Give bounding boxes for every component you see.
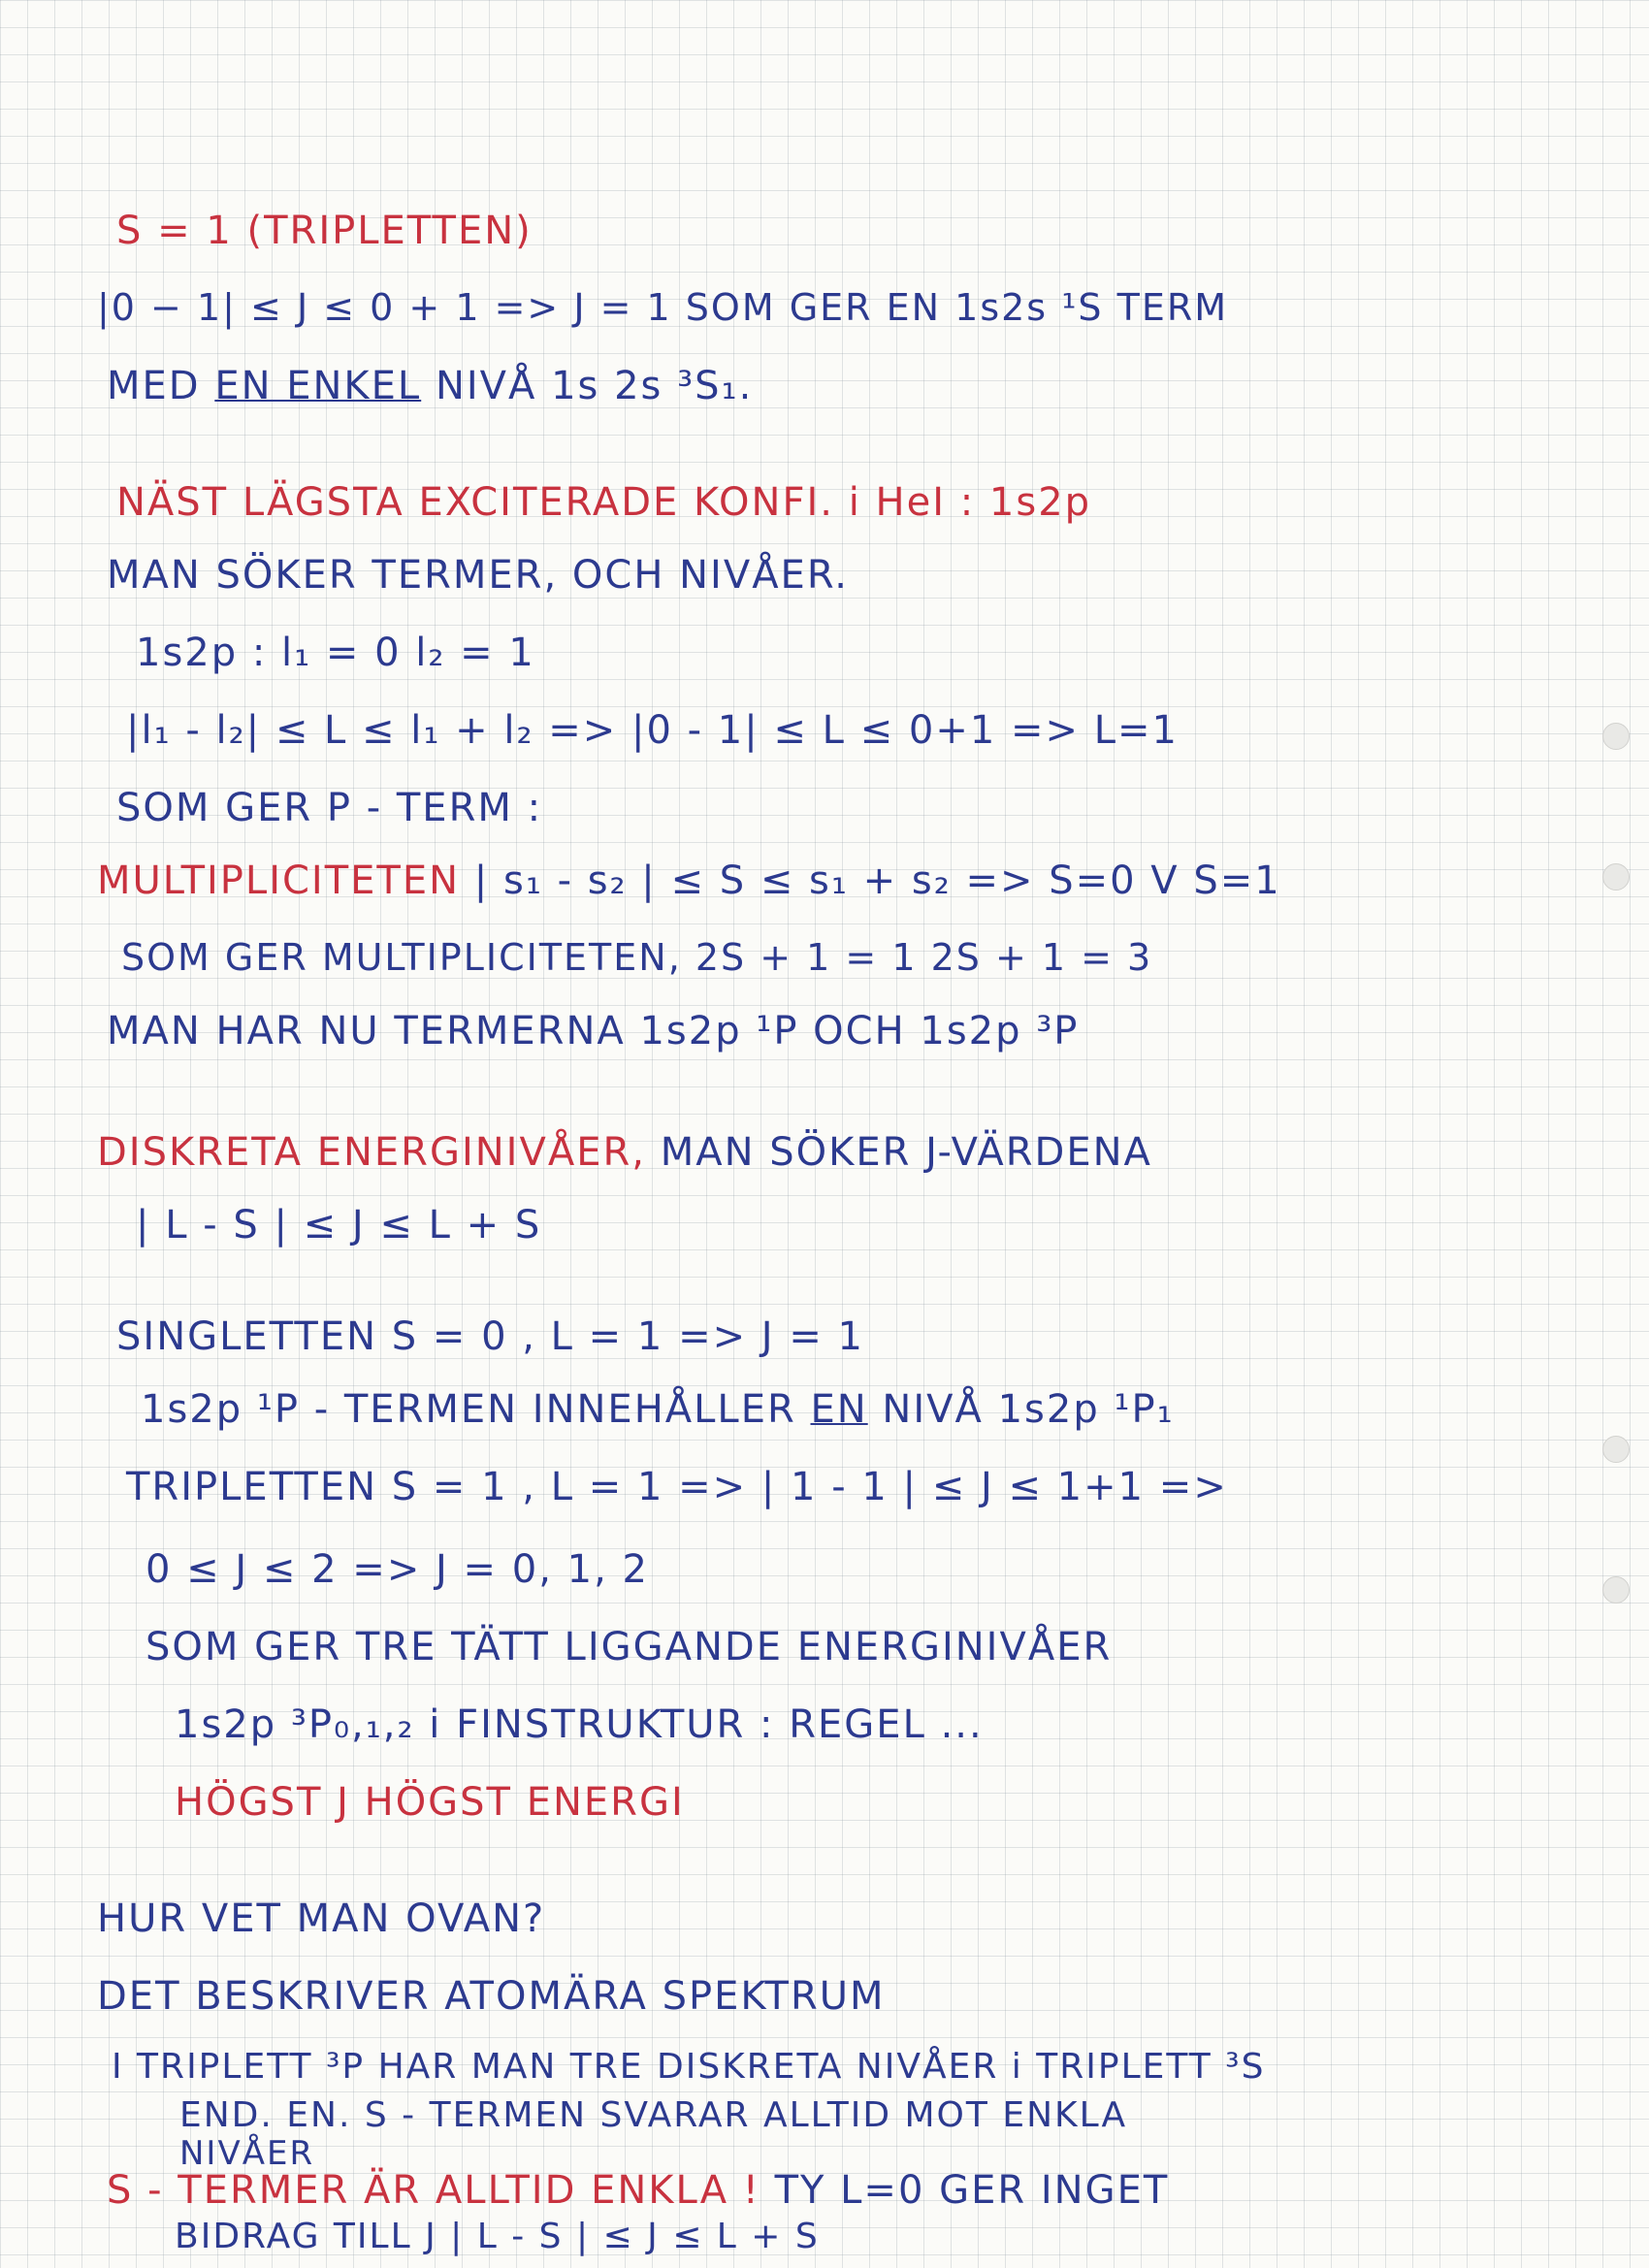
note-line: | L - S | ≤ J ≤ L + S: [136, 1203, 542, 1247]
note-line: NÄST LÄGSTA EXCITERADE KONFI. i HeI : 1s2p: [116, 480, 1092, 525]
note-line: SINGLETTEN S = 0 , L = 1 => J = 1: [116, 1314, 864, 1359]
note-text: MED: [107, 364, 201, 408]
punch-hole: [1602, 863, 1630, 891]
note-line: HUR VET MAN OVAN?: [97, 1896, 546, 1941]
note-line: END. EN. S - TERMEN SVARAR ALLTID MOT ENKLA: [179, 2095, 1128, 2135]
note-line: [141, 1387, 1175, 1432]
note-line: S = 1 (TRIPLETTEN): [116, 209, 533, 253]
note-line: [107, 364, 753, 408]
note-line: 1s2p ³P₀,₁,₂ i FINSTRUKTUR : REGEL ...: [175, 1702, 984, 1747]
punch-hole: [1602, 1436, 1630, 1463]
note-text: | s₁ - s₂ | ≤ S ≤ s₁ + s₂ => S=0 V S=1: [473, 859, 1281, 903]
note-line: |l₁ - l₂| ≤ L ≤ l₁ + l₂ => |0 - 1| ≤ L ≤ 0+1 => L=1: [126, 708, 1180, 753]
note-line: MAN HAR NU TERMERNA 1s2p ¹P OCH 1s2p ³P: [107, 1009, 1080, 1053]
note-text: NIVÅ 1s2p ¹P₁: [882, 1387, 1175, 1432]
note-line: |0 − 1| ≤ J ≤ 0 + 1 => J = 1 SOM GER EN 1s2s ¹S TERM: [97, 286, 1229, 329]
note-line: HÖGST J HÖGST ENERGI: [175, 1780, 685, 1825]
note-line: [97, 1130, 1152, 1175]
underlined-text: EN ENKEL: [214, 364, 422, 408]
note-text: DISKRETA ENERGINIVÅER,: [97, 1130, 646, 1175]
note-line: NIVÅER: [179, 2134, 315, 2173]
note-line: I TRIPLETT ³P HAR MAN TRE DISKRETA NIVÅER i TRIPLETT ³S: [112, 2047, 1266, 2087]
punch-hole: [1602, 1576, 1630, 1604]
note-line: SOM GER MULTIPLICITETEN, 2S + 1 = 1 2S + 1 = 3: [121, 936, 1153, 979]
note-line: MAN SÖKER TERMER, OCH NIVÅER.: [107, 553, 849, 598]
note-line: [107, 2168, 1169, 2213]
note-line: SOM GER TRE TÄTT LIGGANDE ENERGINIVÅER: [146, 1625, 1113, 1669]
underlined-text: EN: [810, 1387, 868, 1432]
note-line: 1s2p : l₁ = 0 l₂ = 1: [136, 631, 535, 675]
note-text: TY L=0 GER INGET: [774, 2168, 1170, 2213]
note-text: NIVÅ 1s 2s ³S₁.: [435, 364, 754, 408]
note-text: MAN SÖKER J-VÄRDENA: [660, 1130, 1152, 1175]
note-text: MULTIPLICITETEN: [97, 859, 461, 903]
note-line: [97, 859, 1281, 903]
note-text: 1s2p ¹P - TERMEN INNEHÅLLER: [141, 1387, 796, 1432]
note-line: SOM GER P - TERM :: [116, 786, 543, 830]
note-text: S - TERMER ÄR ALLTID ENKLA !: [107, 2168, 760, 2213]
note-line: DET BESKRIVER ATOMÄRA SPEKTRUM: [97, 1974, 886, 2019]
note-line: 0 ≤ J ≤ 2 => J = 0, 1, 2: [146, 1547, 649, 1592]
punch-hole: [1602, 723, 1630, 750]
note-line: TRIPLETTEN S = 1 , L = 1 => | 1 - 1 | ≤ J ≤ 1+1 =>: [126, 1465, 1228, 1509]
note-line: BIDRAG TILL J | L - S | ≤ J ≤ L + S: [175, 2217, 820, 2256]
